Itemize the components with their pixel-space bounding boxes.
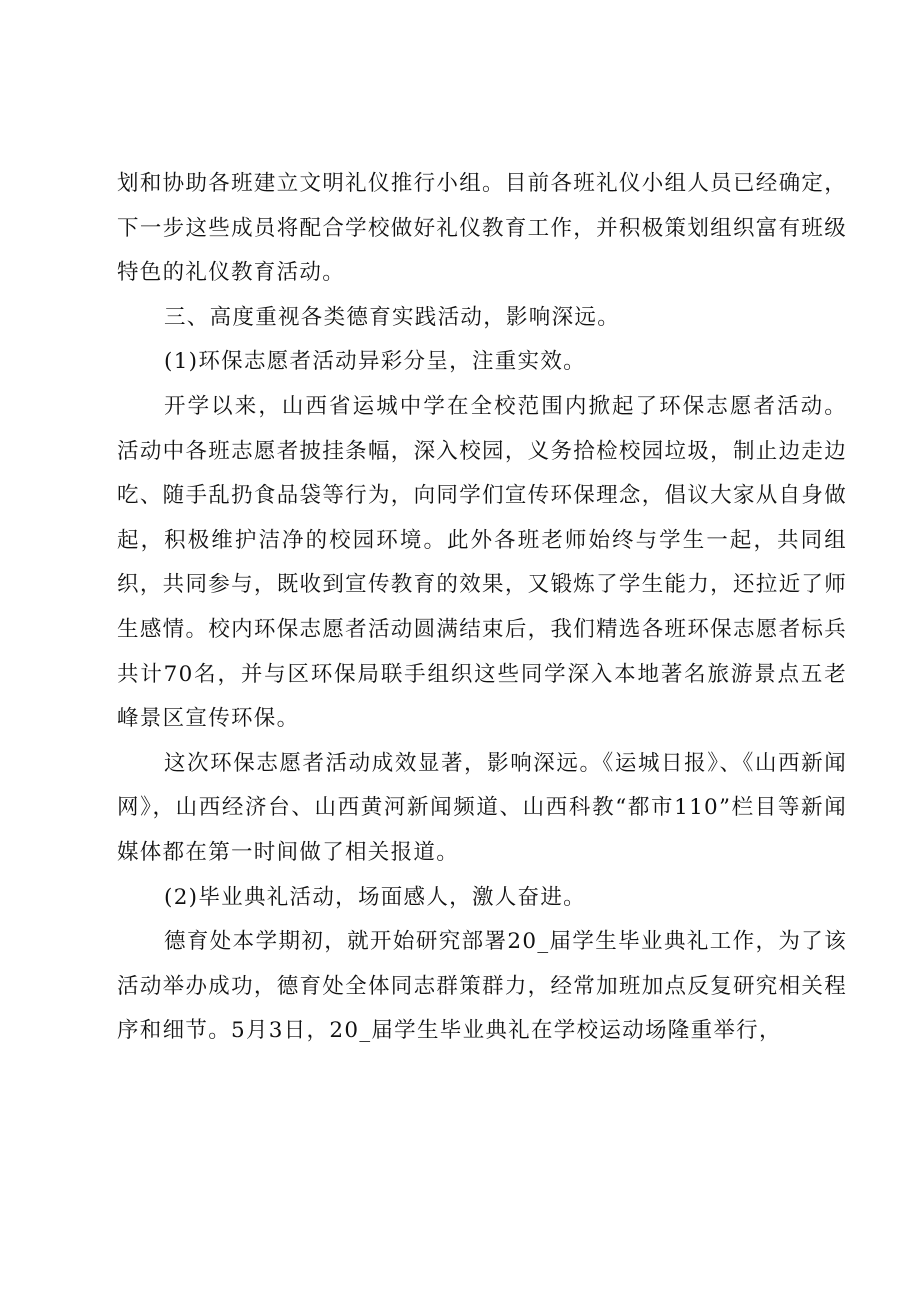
paragraph-1: 划和协助各班建立文明礼仪推行小组。目前各班礼仪小组人员已经确定，下一步这些成员将配合学校做好礼仪教育工作，并积极策划组织富有班级特色的礼仪教育活动。 <box>117 171 847 286</box>
paragraph-6-subheading: (2)毕业典礼活动，场面感人，激人奋进。 <box>164 884 586 910</box>
paragraph-2-section-heading: 三、高度重视各类德育实践活动，影响深远。 <box>164 304 621 330</box>
paragraph-3-subheading: (1)环保志愿者活动异彩分呈，注重实效。 <box>164 349 586 375</box>
document-body <box>117 162 847 1054</box>
paragraph-7: 德育处本学期初，就开始研究部署20_届学生毕业典礼工作，为了该活动举办成功，德育处全体同志群策群力，经常加班加点反复研究相关程序和细节。5月3日，20_届学生毕业典礼在学校运动场隆重举行， <box>117 929 847 1044</box>
paragraph-4: 开学以来，山西省运城中学在全校范围内掀起了环保志愿者活动。活动中各班志愿者披挂条幅，深入校园，义务拾检校园垃圾，制止边走边吃、随手乱扔食品袋等行为，向同学们宣传环保理念，倡议大家从自身做起，积极维护洁净的校园环境。此外各班老师始终与学生一起，共同组织，共同参与，既收到宣传教育的效果，又锻炼了学生能力，还拉近了师生感情。校内环保志愿者活动圆满结束后，我们精选各班环保志愿者标兵共计70名，并与区环保局联手组织这些同学深入本地著名旅游景点五老峰景区宣传环保。 <box>117 393 847 732</box>
paragraph-5: 这次环保志愿者活动成效显著，影响深远。《运城日报》、《山西新闻网》，山西经济台、山西黄河新闻频道、山西科教“都市110”栏目等新闻媒体都在第一时间做了相关报道。 <box>117 750 847 865</box>
